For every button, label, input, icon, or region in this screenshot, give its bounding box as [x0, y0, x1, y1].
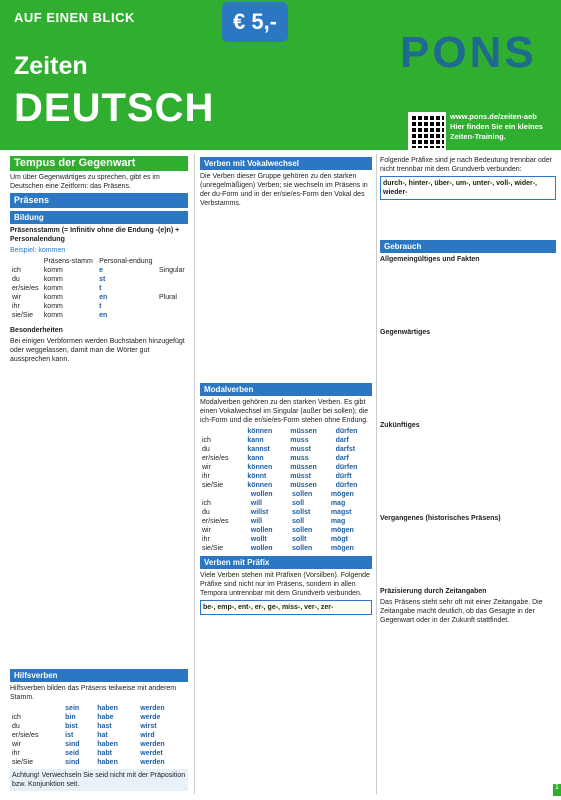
promo-box	[408, 112, 558, 152]
praesens-heading: Präsens	[10, 193, 188, 208]
hilfs-table	[10, 704, 188, 767]
qr-code-icon	[408, 112, 446, 150]
table-header: wollen sollen mögen	[250, 491, 354, 498]
table-row: wir wollen sollen mögen	[202, 527, 354, 534]
header-banner	[0, 0, 561, 150]
table-row: ich kann muss darf	[202, 437, 349, 444]
table-row: ihr könnt müsst dürft	[202, 473, 352, 480]
table-row: du bist hast wirst	[12, 723, 157, 730]
table-row: er/sie/es kann muss darf	[202, 455, 349, 462]
promo-text: Hier finden Sie ein kleines Zeiten-Training.	[450, 122, 543, 141]
table-row: du komm st	[12, 276, 106, 283]
achtung-note: Achtung! Verwechseln Sie seid nicht mit der Präposition bzw. Konjunktion seit.	[10, 769, 188, 791]
vokal-heading: Verben mit Vokalwechsel	[200, 157, 372, 170]
table-row: er/sie/es ist hat wird	[12, 732, 155, 739]
zeitangaben-heading: Präzisierung durch Zeitangaben	[380, 588, 487, 595]
praesens-table	[10, 257, 188, 320]
example-label: Beispiel: kommen	[10, 247, 66, 254]
table-header: können müssen dürfen	[247, 428, 358, 435]
bildung-heading: Bildung	[10, 211, 188, 224]
table-row: ihr komm t	[12, 303, 102, 310]
intro-text: Um über Gegenwärtiges zu sprechen, gibt es im Deutschen eine Zeitform: das Präsens.	[10, 174, 160, 190]
table-row: wir können müssen dürfen	[202, 464, 358, 471]
price-badge: € 5,-	[222, 2, 288, 42]
pons-logo: PONS	[400, 28, 537, 77]
table-row: ihr wollt sollt mögt	[202, 536, 348, 543]
table-row: wir komm en Plural	[12, 294, 177, 301]
vokal-examples	[200, 210, 372, 380]
modal-table-2	[200, 490, 372, 553]
gebrauch-item: Allgemeingültiges und Fakten	[380, 256, 480, 263]
table-header: Präsens-stamm Personal-endung	[43, 258, 153, 265]
besonder-text: Bei einigen Verbformen werden Buchstaben hinzugefügt oder weggelassen, damit man die Wörter gut aussprechen kann.	[10, 338, 185, 363]
column-divider	[376, 154, 377, 794]
table-row: er/sie/es komm t	[12, 285, 102, 292]
table-row: ihr seid habt werdet	[12, 750, 163, 757]
hilfs-text: Hilfsverben bilden das Präsens teilweise mit anderem Stamm.	[10, 685, 177, 701]
column-3	[380, 154, 556, 627]
prefix-intro: Folgende Präfixe sind je nach Bedeutung trennbar oder nicht trennbar mit dem Grundverb verbunden:	[380, 157, 553, 173]
column-divider	[194, 154, 195, 794]
promo-url[interactable]: www.pons.de/zeiten-aeb	[450, 112, 537, 121]
prefix-list: be-, emp-, ent-, er-, ge-, miss-, ver-, zer-	[200, 600, 372, 615]
gebrauch-item: Vergangenes (historisches Präsens)	[380, 515, 501, 522]
table-row: sie/Sie komm en	[12, 312, 108, 319]
table-row: ich will soll mag	[202, 500, 346, 507]
page-title: DEUTSCH	[14, 86, 215, 130]
vokal-text: Die Verben dieser Gruppe gehören zu den starken (unregelmäßigen) Verben; sie wechseln im Präsens in der du-Form und in der er/sie/es-Form den Vokal des Verbstamms.	[200, 173, 368, 207]
table-row: ich bin habe werde	[12, 714, 161, 721]
gebrauch-item: Zukünftiges	[380, 422, 420, 429]
rules-area	[10, 366, 188, 666]
table-row: sie/Sie können müssen dürfen	[202, 482, 358, 489]
table-header: sein haben werden	[65, 705, 165, 712]
page-number: 1	[553, 784, 561, 796]
section-title: Tempus der Gegenwart	[10, 156, 188, 171]
page-subtitle: Zeiten	[14, 52, 88, 80]
table-row: sie/Sie wollen sollen mögen	[202, 545, 354, 552]
gebrauch-item: Gegenwärtiges	[380, 329, 431, 336]
praefix-text: Viele Verben stehen mit Präfixen (Vorsilben). Folgende Präfixe sind nicht nur im Präsens, sondern in allen Tempora untrennbar mit dem Grundverb verbunden.	[200, 572, 370, 597]
prefix-box: durch-, hinter-, über-, um-, unter-, voll-, wider-, wieder-	[380, 176, 556, 200]
table-row: sie/Sie sind haben werden	[12, 759, 165, 766]
column-2	[200, 154, 372, 617]
table-row: wir sind haben werden	[12, 741, 165, 748]
table-row: er/sie/es will soll mag	[202, 518, 346, 525]
table-row: du kannst musst darfst	[202, 446, 356, 453]
modal-heading: Modalverben	[200, 383, 372, 396]
besonder-heading: Besonderheiten	[10, 327, 63, 334]
table-row: ich komm e Singular	[12, 267, 185, 274]
column-1	[10, 154, 188, 793]
zeitangaben-text: Das Präsens steht sehr oft mit einer Zeitangabe. Die Zeitangabe macht deutlich, ob das Gesagte in der Gegenwart oder in der Zukunft stattfindet.	[380, 599, 543, 624]
modal-text: Modalverben gehören zu den starken Verben. Es gibt einen Vokalwechsel im Singular (außer bei sollen); die ich-Form und die er/sie/es-Form stehen ohne Endung.	[200, 399, 369, 424]
gebrauch-heading: Gebrauch	[380, 240, 556, 253]
praefix-heading: Verben mit Präfix	[200, 556, 372, 569]
formula-text: Präsensstamm (= Infinitiv ohne die Endung -(e)n) + Personalendung	[10, 227, 180, 243]
modal-table-1	[200, 427, 372, 490]
series-tag: AUF EINEN BLICK	[14, 10, 135, 25]
table-row: du willst sollst magst	[202, 509, 352, 516]
hilfsverben-heading: Hilfsverben	[10, 669, 188, 682]
